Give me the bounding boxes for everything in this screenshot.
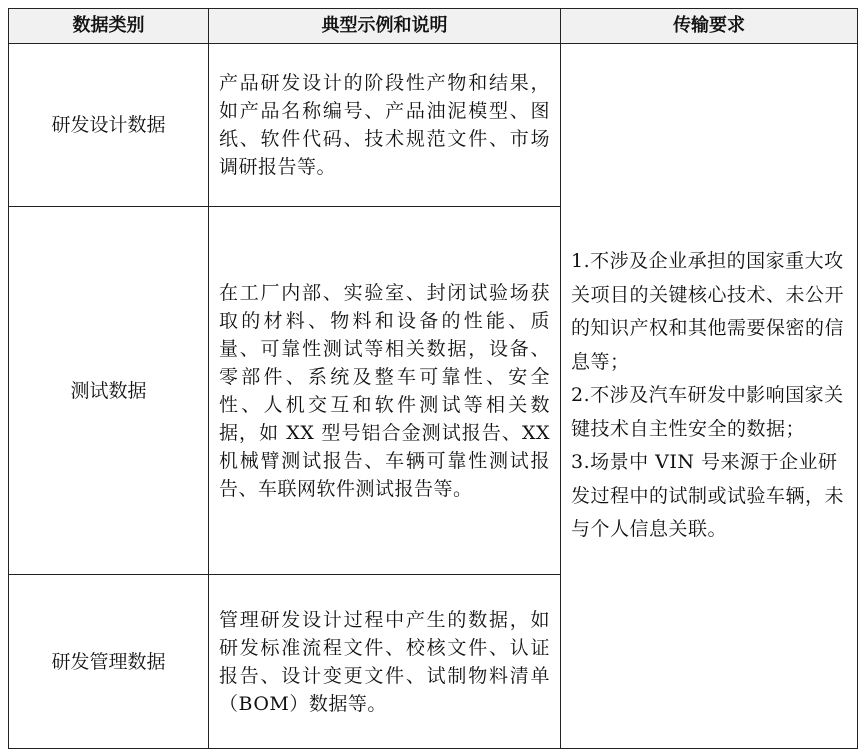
header-row (9, 9, 858, 44)
requirement-item: 1.不涉及企业承担的国家重大攻关项目的关键核心技术、未公开的知识产权和其他需要保密的信息等； (571, 250, 845, 373)
requirement-item: 3.场景中 VIN 号来源于企业研发过程中的试制或试验车辆，未与个人信息关联。 (571, 451, 845, 541)
example-cell: 产品研发设计的阶段性产物和结果，如产品名称编号、产品油泥模型、图纸、软件代码、技术规范文件、市场调研报告等。 (209, 44, 561, 207)
header-category: 数据类别 (9, 9, 209, 44)
category-cell: 测试数据 (9, 207, 209, 575)
category-cell: 研发设计数据 (9, 44, 209, 207)
table-row (9, 44, 858, 207)
category-cell: 研发管理数据 (9, 575, 209, 749)
data-transfer-table (8, 8, 858, 749)
requirement-item: 2.不涉及汽车研发中影响国家关键技术自主性安全的数据； (571, 384, 844, 440)
requirements-cell (561, 44, 858, 749)
header-requirement: 传输要求 (561, 9, 858, 44)
example-cell: 在工厂内部、实验室、封闭试验场获取的材料、物料和设备的性能、质量、可靠性测试等相关数据，设备、零部件、系统及整车可靠性、安全性、人机交互和软件测试等相关数据，如 XX 型号铝合金测试报告、XX 机械臂测试报告、车辆可靠性测试报告、车联网软件测试报告等。 (209, 207, 561, 575)
example-cell: 管理研发设计过程中产生的数据，如研发标准流程文件、校核文件、认证报告、设计变更文件、试制物料清单（BOM）数据等。 (209, 575, 561, 749)
header-example: 典型示例和说明 (209, 9, 561, 44)
